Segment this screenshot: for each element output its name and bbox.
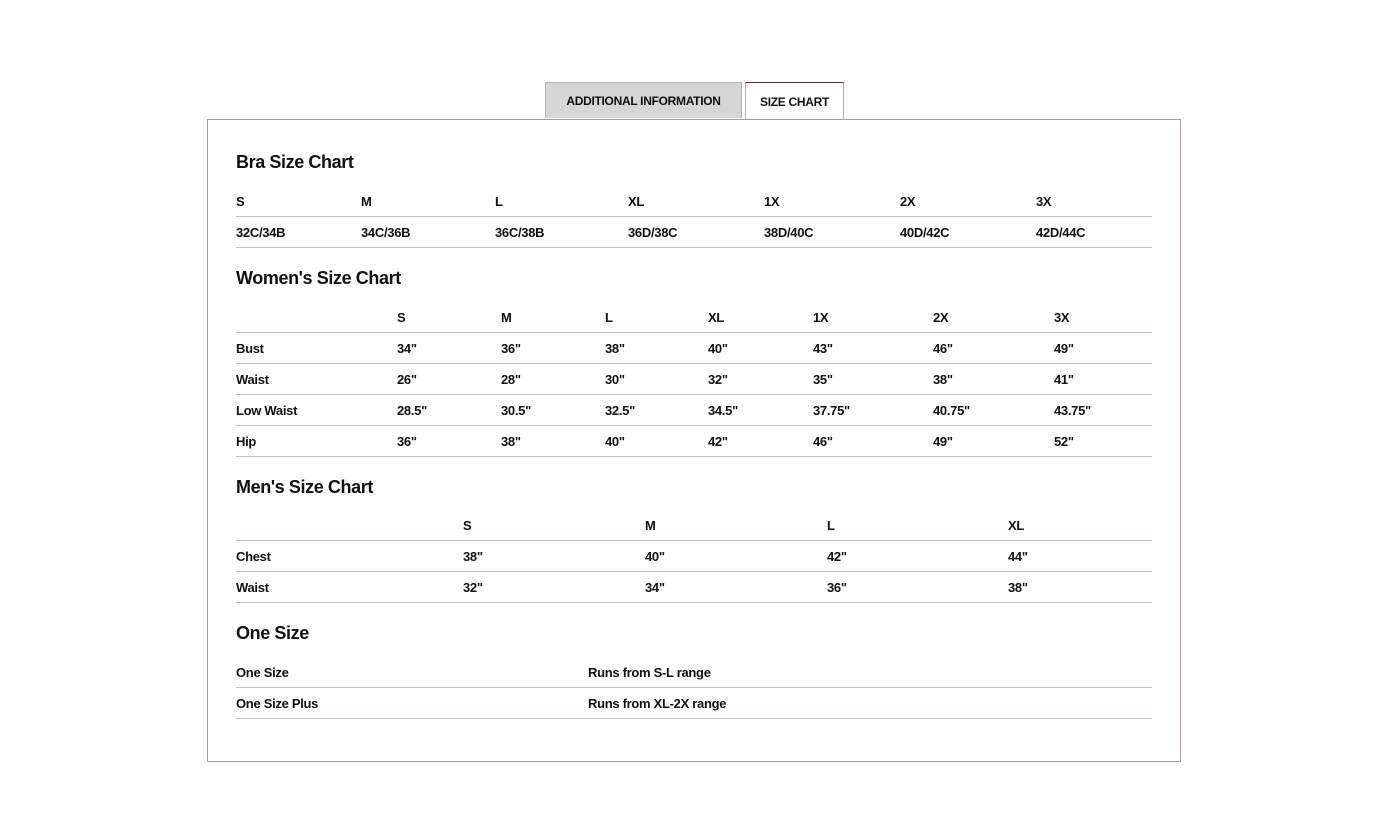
table-cell: 35" — [813, 364, 933, 395]
table-row — [236, 364, 1152, 395]
table-cell: 38D/40C — [764, 217, 900, 248]
table-cell: 32C/34B — [236, 217, 361, 248]
table-cell: 2X — [933, 302, 1054, 333]
table-cell: 38" — [501, 426, 605, 457]
table-row — [236, 426, 1152, 457]
table-cell: 32.5" — [605, 395, 708, 426]
table-cell: 52" — [1054, 426, 1152, 457]
table-cell: L — [495, 186, 628, 217]
table-cell: S — [463, 510, 645, 541]
table-cell: XL — [1008, 510, 1152, 541]
table-cell: 32" — [463, 572, 645, 603]
table-cell: S — [397, 302, 501, 333]
table-cell: 38" — [605, 333, 708, 364]
mens-size-table — [236, 510, 1152, 603]
table-row — [236, 395, 1152, 426]
table-cell: 3X — [1054, 302, 1152, 333]
table-cell: Chest — [236, 541, 463, 572]
table-cell: XL — [708, 302, 813, 333]
table-cell: 3X — [1036, 186, 1152, 217]
table-cell: 37.75" — [813, 395, 933, 426]
bra-size-chart-title: Bra Size Chart — [236, 152, 354, 172]
table-cell: 40" — [708, 333, 813, 364]
table-cell: Low Waist — [236, 395, 397, 426]
table-cell: 28.5" — [397, 395, 501, 426]
table-cell: Waist — [236, 572, 463, 603]
table-cell: One Size Plus — [236, 688, 588, 719]
table-cell: 49" — [933, 426, 1054, 457]
table-cell: 43.75" — [1054, 395, 1152, 426]
table-cell: 28" — [501, 364, 605, 395]
table-cell: 1X — [813, 302, 933, 333]
table-cell: 40D/42C — [900, 217, 1036, 248]
table-cell: Runs from XL-2X range — [588, 688, 1152, 719]
bra-size-table — [236, 186, 1152, 248]
table-cell: 34.5" — [708, 395, 813, 426]
table-cell: 34" — [397, 333, 501, 364]
table-cell: XL — [628, 186, 764, 217]
table-cell: One Size — [236, 657, 588, 688]
table-cell: 40" — [605, 426, 708, 457]
table-cell: Bust — [236, 333, 397, 364]
womens-size-chart-title: Women's Size Chart — [236, 268, 401, 288]
table-cell: 32" — [708, 364, 813, 395]
table-cell: Waist — [236, 364, 397, 395]
table-cell: 46" — [813, 426, 933, 457]
table-header-row — [236, 302, 1152, 333]
table-cell: M — [361, 186, 495, 217]
table-row — [236, 217, 1152, 248]
table-row — [236, 541, 1152, 572]
table-row — [236, 333, 1152, 364]
table-cell: 42D/44C — [1036, 217, 1152, 248]
table-cell: S — [236, 186, 361, 217]
one-size-table — [236, 657, 1152, 719]
table-cell: 36C/38B — [495, 217, 628, 248]
table-cell: Hip — [236, 426, 397, 457]
table-cell: 40" — [645, 541, 827, 572]
table-cell: 38" — [933, 364, 1054, 395]
table-cell: 36" — [397, 426, 501, 457]
tab-size-chart[interactable]: SIZE CHART — [745, 82, 844, 120]
table-cell: 1X — [764, 186, 900, 217]
table-cell: 46" — [933, 333, 1054, 364]
table-cell: 36D/38C — [628, 217, 764, 248]
table-cell: 30" — [605, 364, 708, 395]
table-cell: 49" — [1054, 333, 1152, 364]
table-cell: 42" — [827, 541, 1008, 572]
table-cell: 38" — [1008, 572, 1152, 603]
table-cell: 41" — [1054, 364, 1152, 395]
table-cell: 44" — [1008, 541, 1152, 572]
table-row — [236, 688, 1152, 719]
table-cell — [236, 302, 397, 333]
one-size-title: One Size — [236, 623, 309, 643]
table-header-row — [236, 510, 1152, 541]
table-cell: M — [501, 302, 605, 333]
tab-additional-information[interactable]: ADDITIONAL INFORMATION — [545, 82, 742, 118]
table-cell: 26" — [397, 364, 501, 395]
table-cell: M — [645, 510, 827, 541]
table-cell: 43" — [813, 333, 933, 364]
size-chart-panel — [207, 119, 1181, 762]
table-cell: 34" — [645, 572, 827, 603]
tab-bar — [545, 82, 844, 120]
table-cell: L — [605, 302, 708, 333]
table-cell — [236, 510, 463, 541]
table-cell: 36" — [827, 572, 1008, 603]
table-row — [236, 572, 1152, 603]
table-cell: 2X — [900, 186, 1036, 217]
table-row — [236, 657, 1152, 688]
table-cell: 34C/36B — [361, 217, 495, 248]
table-cell: 38" — [463, 541, 645, 572]
table-cell: 36" — [501, 333, 605, 364]
table-cell: 40.75" — [933, 395, 1054, 426]
table-header-row — [236, 186, 1152, 217]
womens-size-table — [236, 302, 1152, 457]
table-cell: 42" — [708, 426, 813, 457]
table-cell: Runs from S-L range — [588, 657, 1152, 688]
table-cell: L — [827, 510, 1008, 541]
table-cell: 30.5" — [501, 395, 605, 426]
mens-size-chart-title: Men's Size Chart — [236, 477, 373, 497]
